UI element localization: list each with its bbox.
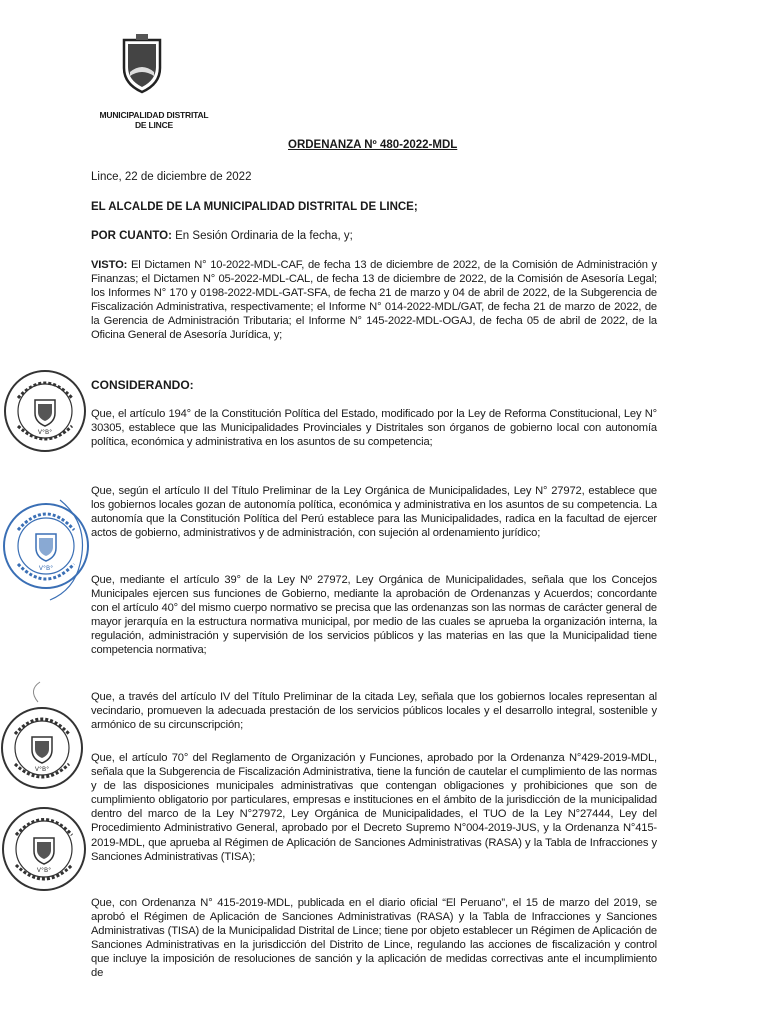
municipal-crest-icon — [118, 32, 166, 94]
date-line: Lince, 22 de diciembre de 2022 — [91, 171, 252, 183]
visto-paragraph — [91, 258, 657, 343]
municipality-name-line2: DE LINCE — [134, 120, 174, 130]
por-cuanto-text: En Sesión Ordinaria de la fecha, y; — [171, 230, 353, 242]
seal-administracion-tributaria-icon — [0, 494, 96, 606]
paragraph-5: Que, el artículo 70° del Reglamento de Organización y Funciones, aprobado por la Ordenanza N°429-2019-MDL, señala que la Subgerencia de Fiscalización Administrativa, tiene la función de cautelar el cumplimiento de las normas y de las disposiciones municipales administrativas que contengan obligaciones y prohibiciones que son de cumplimiento obligatorio por particulares, empresas e instituciones en el ámbito de la jurisdicción de la municipalidad dentro del marco de la Ley N°27972, Ley Orgánica de Municipalidades, el TUO de la Ley N°27444, Ley del Procedimiento Administrativo General, aprobado por el Decreto Supremo N°004-2019-JUS, y la Ordenanza N°415-2019-MDL, que aprueba al Régimen de Aplicación de Sanciones Administrativas (RASA) y la Tabla de Infracciones y Sanciones Administrativas (TISA); — [91, 752, 657, 863]
svg-text:V°B°: V°B° — [37, 429, 53, 436]
mayor-line: EL ALCALDE DE LA MUNICIPALIDAD DISTRITAL DE LINCE; — [91, 201, 418, 213]
visto-text: El Dictamen N° 10-2022-MDL-CAF, de fecha 13 de diciembre de 2022, de la Comisión de Administración y Finanzas; el Dictamen N° 05-2022-MDL-CAL, de fecha 13 de diciembre de 2022, de la Comisión de Asesoría Legal; los Informes N° 170 y 0198-2022-MDL-GAT-SFA, de fecha 21 de marzo y 04 de abril de 2022, de la Subgerencia de Fiscalización Administrativa, respectivamente; el Informe N° 014-2022-MDL/GAT, de fecha 21 de marzo de 2022, de la Gerencia de Administración Tributaria; el Informe N° 145-2022-MDL-OGAJ, de fecha 05 de abril de 2022, de la Oficina General de Asesoría Jurídica, y; — [91, 259, 657, 342]
ordinance-title: ORDENANZA Nº 480-2022-MDL — [288, 139, 458, 151]
svg-text:V°B°: V°B° — [38, 565, 54, 572]
municipality-name-line1: MUNICIPALIDAD DISTRITAL — [99, 110, 209, 120]
seal-secretaria-general-icon — [2, 368, 88, 454]
municipality-name — [74, 110, 234, 130]
svg-text:V°B°: V°B° — [34, 766, 50, 773]
por-cuanto-label: POR CUANTO: — [91, 230, 172, 242]
paragraph-2: Que, según el artículo II del Título Preliminar de la Ley Orgánica de Municipalidades, Ley N° 27972, establece que los gobiernos locales gozan de autonomía política, económica y administrativa en los asuntos de su competencia. La autonomía que la Constitución Política del Perú establece para las Municipalidades, radica en la facultad de ejercer actos de gobierno, administrativos y de administración, con sujeción al ordenamiento jurídico; — [91, 485, 657, 540]
por-cuanto-line — [91, 230, 353, 242]
svg-text:V°B°: V°B° — [36, 867, 52, 874]
considerando-heading: CONSIDERANDO: — [91, 378, 194, 392]
visto-label: VISTO: — [91, 259, 128, 271]
seal-gerencia-administracion-icon — [0, 704, 86, 792]
paragraph-4: Que, a través del artículo IV del Título Preliminar de la citada Ley, señala que los gobiernos locales representan al vecindario, promueven la adecuada prestación de los servicios públicos locales y el desarrollo integral, sostenible y armónico de su circunscripción; — [91, 691, 657, 732]
paragraph-3: Que, mediante el artículo 39° de la Ley Nº 27972, Ley Orgánica de Municipalidades, señala que los Concejos Municipales ejercen sus funciones de Gobierno, mediante la aprobación de Ordenanzas y Acuerdos; concordante con el artículo 40° del mismo cuerpo normativo se precisa que las ordenanzas son las normas de carácter general de mayor jerarquía en la estructura normativa municipal, por medio de las cuales se aprueba la organización interna, la regulación, administración y supervisión de los servicios públicos y las materias en las que la Municipalidad tiene competencia normativa; — [91, 574, 657, 657]
paragraph-1: Que, el artículo 194° de la Constitución Política del Estado, modificado por la Ley de Reforma Constitucional, Ley N° 30305, establece que las Municipalidades Provinciales y Distritales son órganos de gobierno local con autonomía política, económica y administrativa en los asuntos de su competencia; — [91, 408, 657, 449]
seal-asesoria-juridica-icon — [0, 804, 90, 894]
paragraph-6: Que, con Ordenanza N° 415-2019-MDL, publicada en el diario oficial “El Peruano”, el 15 de marzo del 2019, se aprobó el Régimen de Aplicación de Sanciones Administrativas (RASA) y la Tabla de Infracciones y Sanciones Administrativas (TISA) de la Municipalidad Distrital de Lince; tiene por objeto establecer un Régimen de Aplicación de Sanciones Administrativas en la jurisdicción del Distrito de Lince, regulando las acciones de fiscalización y control que incluye la imposición de resoluciones de sanción y la aplicación de medidas correctivas ante el incumplimiento de — [91, 897, 657, 980]
ink-mark-icon — [26, 680, 44, 704]
